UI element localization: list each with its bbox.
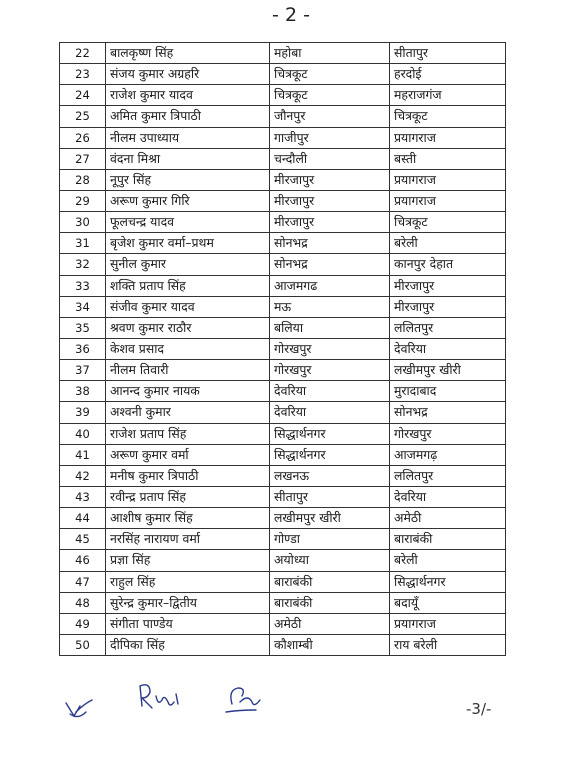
new-posting-cell: सीतापुर xyxy=(390,43,506,64)
serial-number-cell: 45 xyxy=(60,529,106,550)
employee-name-cell: संगीता पाण्डेय xyxy=(106,613,270,634)
serial-number-cell: 43 xyxy=(60,486,106,507)
new-posting-cell: अमेठी xyxy=(390,508,506,529)
current-posting-cell: देवरिया xyxy=(270,381,390,402)
employee-name-cell: केशव प्रसाद xyxy=(106,338,270,359)
serial-number-cell: 28 xyxy=(60,169,106,190)
signature-mark-middle xyxy=(140,685,178,708)
serial-number-cell: 34 xyxy=(60,296,106,317)
current-posting-cell: आजमगढ xyxy=(270,275,390,296)
current-posting-cell: लखनऊ xyxy=(270,465,390,486)
serial-number-cell: 47 xyxy=(60,571,106,592)
current-posting-cell: मीरजापुर xyxy=(270,190,390,211)
serial-number-cell: 25 xyxy=(60,106,106,127)
employee-name-cell: राजेश प्रताप सिंह xyxy=(106,423,270,444)
signature-mark-right xyxy=(226,688,260,712)
employee-name-cell: आनन्द कुमार नायक xyxy=(106,381,270,402)
current-posting-cell: गोण्डा xyxy=(270,529,390,550)
current-posting-cell: बाराबंकी xyxy=(270,592,390,613)
employee-name-cell: अरूण कुमार गिरि xyxy=(106,190,270,211)
serial-number-cell: 36 xyxy=(60,338,106,359)
current-posting-cell: जौनपुर xyxy=(270,106,390,127)
employee-name-cell: अमित कुमार त्रिपाठी xyxy=(106,106,270,127)
employee-name-cell: आशीष कुमार सिंह xyxy=(106,508,270,529)
serial-number-cell: 49 xyxy=(60,613,106,634)
current-posting-cell: गोरखपुर xyxy=(270,338,390,359)
employee-name-cell: सुरेन्द्र कुमार–द्वितीय xyxy=(106,592,270,613)
new-posting-cell: प्रयागराज xyxy=(390,613,506,634)
new-posting-cell: प्रयागराज xyxy=(390,127,506,148)
new-posting-cell: बरेली xyxy=(390,550,506,571)
employee-name-cell: संजीव कुमार यादव xyxy=(106,296,270,317)
serial-number-cell: 31 xyxy=(60,233,106,254)
serial-number-cell: 22 xyxy=(60,43,106,64)
new-posting-cell: सिद्धार्थनगर xyxy=(390,571,506,592)
new-posting-cell: मीरजापुर xyxy=(390,296,506,317)
serial-number-cell: 33 xyxy=(60,275,106,296)
new-posting-cell: चित्रकूट xyxy=(390,106,506,127)
current-posting-cell: कौशाम्बी xyxy=(270,634,390,655)
employee-name-cell: रवीन्द्र प्रताप सिंह xyxy=(106,486,270,507)
new-posting-cell: प्रयागराज xyxy=(390,190,506,211)
current-posting-cell: चित्रकूट xyxy=(270,64,390,85)
employee-name-cell: संजय कुमार अग्रहरि xyxy=(106,64,270,85)
serial-number-cell: 44 xyxy=(60,508,106,529)
serial-number-cell: 38 xyxy=(60,381,106,402)
new-posting-cell: आजमगढ़ xyxy=(390,444,506,465)
current-posting-cell: महोबा xyxy=(270,43,390,64)
current-posting-cell: मीरजापुर xyxy=(270,169,390,190)
serial-number-cell: 42 xyxy=(60,465,106,486)
current-posting-cell: अमेठी xyxy=(270,613,390,634)
new-posting-cell: बस्ती xyxy=(390,148,506,169)
new-posting-cell: लखीमपुर खीरी xyxy=(390,360,506,381)
new-posting-cell: मुरादाबाद xyxy=(390,381,506,402)
current-posting-cell: गोरखपुर xyxy=(270,360,390,381)
new-posting-cell: बाराबंकी xyxy=(390,529,506,550)
serial-number-cell: 24 xyxy=(60,85,106,106)
current-posting-cell: गाजीपुर xyxy=(270,127,390,148)
current-posting-cell: देवरिया xyxy=(270,402,390,423)
current-posting-cell: सोनभद्र xyxy=(270,254,390,275)
new-posting-cell: देवरिया xyxy=(390,338,506,359)
serial-number-cell: 29 xyxy=(60,190,106,211)
serial-number-cell: 32 xyxy=(60,254,106,275)
employee-name-cell: मनीष कुमार त्रिपाठी xyxy=(106,465,270,486)
serial-number-cell: 23 xyxy=(60,64,106,85)
current-posting-cell: मऊ xyxy=(270,296,390,317)
employee-name-cell: फूलचन्द्र यादव xyxy=(106,212,270,233)
current-posting-cell: अयोध्या xyxy=(270,550,390,571)
employee-name-cell: बालकृष्ण सिंह xyxy=(106,43,270,64)
serial-number-cell: 40 xyxy=(60,423,106,444)
employee-name-cell: नूपुर सिंह xyxy=(106,169,270,190)
employee-name-cell: नीलम तिवारी xyxy=(106,360,270,381)
employee-name-cell: अरूण कुमार वर्मा xyxy=(106,444,270,465)
serial-number-cell: 27 xyxy=(60,148,106,169)
new-posting-cell: कानपुर देहात xyxy=(390,254,506,275)
employee-name-cell: नरसिंह नारायण वर्मा xyxy=(106,529,270,550)
new-posting-cell: गोरखपुर xyxy=(390,423,506,444)
new-posting-cell: ललितपुर xyxy=(390,465,506,486)
employee-name-cell: श्रवण कुमार राठौर xyxy=(106,317,270,338)
new-posting-cell: ललितपुर xyxy=(390,317,506,338)
serial-number-cell: 26 xyxy=(60,127,106,148)
serial-number-cell: 46 xyxy=(60,550,106,571)
current-posting-cell: बाराबंकी xyxy=(270,571,390,592)
employee-name-cell: बृजेश कुमार वर्मा–प्रथम xyxy=(106,233,270,254)
current-posting-cell: बलिया xyxy=(270,317,390,338)
current-posting-cell: सिद्धार्थनगर xyxy=(270,423,390,444)
employee-name-cell: शक्ति प्रताप सिंह xyxy=(106,275,270,296)
employee-name-cell: राजेश कुमार यादव xyxy=(106,85,270,106)
serial-number-cell: 39 xyxy=(60,402,106,423)
employee-name-cell: नीलम उपाध्याय xyxy=(106,127,270,148)
serial-number-cell: 41 xyxy=(60,444,106,465)
current-posting-cell: सिद्धार्थनगर xyxy=(270,444,390,465)
current-posting-cell: चित्रकूट xyxy=(270,85,390,106)
current-posting-cell: सीतापुर xyxy=(270,486,390,507)
serial-number-cell: 48 xyxy=(60,592,106,613)
new-posting-cell: हरदोई xyxy=(390,64,506,85)
new-posting-cell: बदायूँ xyxy=(390,592,506,613)
employee-name-cell: दीपिका सिंह xyxy=(106,634,270,655)
serial-number-cell: 37 xyxy=(60,360,106,381)
new-posting-cell: प्रयागराज xyxy=(390,169,506,190)
employee-name-cell: प्रज्ञा सिंह xyxy=(106,550,270,571)
current-posting-cell: सोनभद्र xyxy=(270,233,390,254)
serial-number-cell: 50 xyxy=(60,634,106,655)
employee-name-cell: अश्वनी कुमार xyxy=(106,402,270,423)
new-posting-cell: मीरजापुर xyxy=(390,275,506,296)
employee-name-cell: वंदना मिश्रा xyxy=(106,148,270,169)
next-page-marker: -3/- xyxy=(466,700,492,718)
employee-name-cell: सुनील कुमार xyxy=(106,254,270,275)
page-number: - 2 - xyxy=(272,4,310,26)
employee-name-cell: राहुल सिंह xyxy=(106,571,270,592)
new-posting-cell: बरेली xyxy=(390,233,506,254)
current-posting-cell: मीरजापुर xyxy=(270,212,390,233)
new-posting-cell: सोनभद्र xyxy=(390,402,506,423)
new-posting-cell: देवरिया xyxy=(390,486,506,507)
current-posting-cell: लखीमपुर खीरी xyxy=(270,508,390,529)
new-posting-cell: राय बरेली xyxy=(390,634,506,655)
current-posting-cell: चन्दौली xyxy=(270,148,390,169)
new-posting-cell: महराजगंज xyxy=(390,85,506,106)
serial-number-cell: 30 xyxy=(60,212,106,233)
new-posting-cell: चित्रकूट xyxy=(390,212,506,233)
serial-number-cell: 35 xyxy=(60,317,106,338)
signature-mark-left xyxy=(66,700,92,717)
